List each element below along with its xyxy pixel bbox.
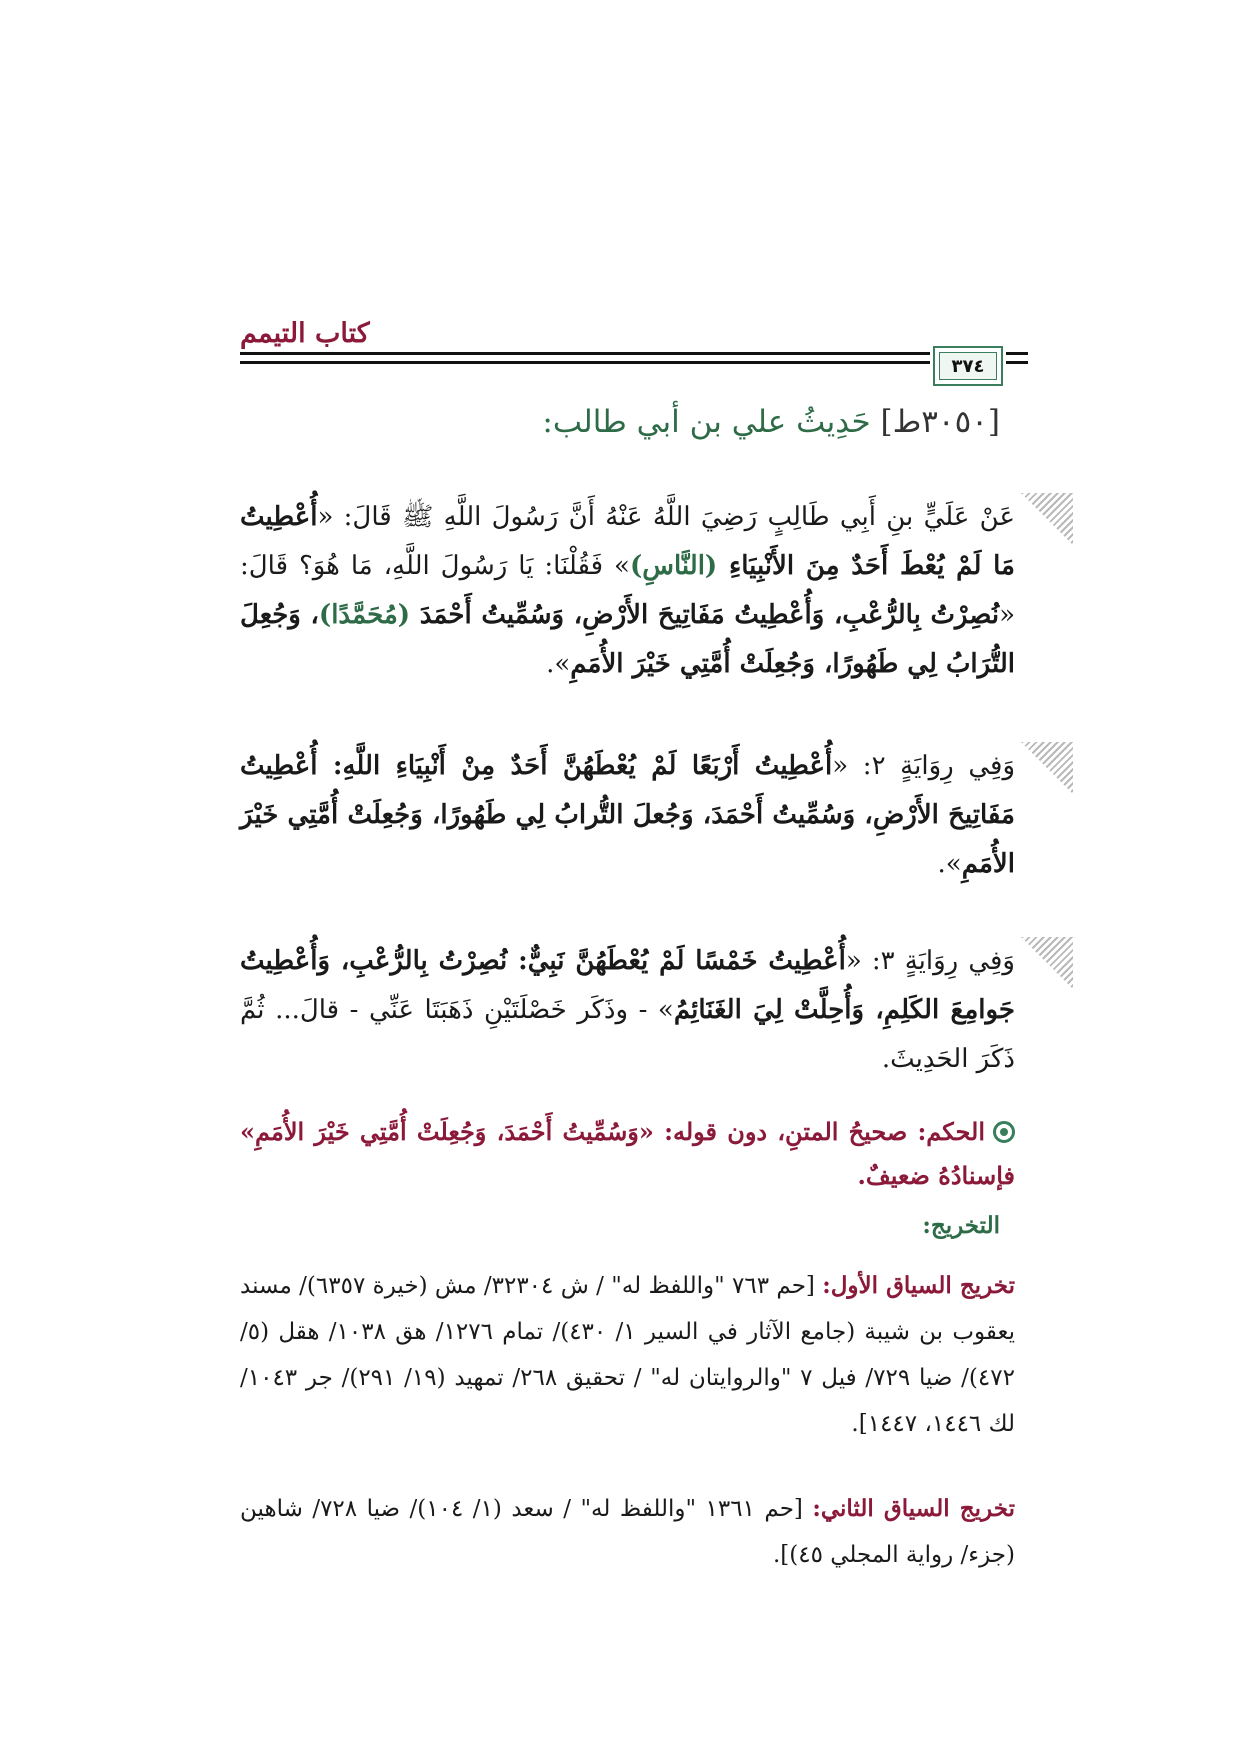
narration-2-quote: أُعْطِيتُ أَرْبَعًا لَمْ يُعْطَهُنَّ أَحَدٌ مِنْ أَنْبِيَاءِ اللَّهِ: أُعْطِيتُ مَفَاتِيحَ الأَرْضِ، وَسُمِّيتُ أَحْمَدَ، وَجُعلَ التُّرابُ لِي طَهُورًا، وَجُعِلَتْ أُمَّتِي خَيْرَ الأُمَمِ [240, 751, 1015, 879]
hadith-title: حَدِيثُ علي بن أبي طالب: [542, 404, 871, 440]
ruling-text: صحيحُ المتنِ، دون قوله: «وَسُمِّيتُ أَحْمَدَ، وَجُعِلَتْ أُمَّتِي خَيْرَ الأُمَمِ» [240, 1117, 918, 1146]
narration-3-intro: وَفِي رِوَايَةٍ ٣: « [845, 946, 1015, 976]
narration-1-quote-c: ، وَجُعِلَ التُّرَابُ لِي طَهُورًا، وَجُعِلَتْ أُمَّتِي خَيْرَ الأُمَمِ [240, 600, 1015, 679]
hadith-heading [542, 404, 1000, 440]
narration-3 [240, 937, 1015, 1084]
ruling-ornament-icon [993, 1121, 1015, 1143]
takhrij-2-text: [حم ١٣٦١ "واللفظ له" / سعد (١/ ١٠٤)/ ضيا ٧٢٨/ شاهين (جزء/ رواية المجلي ٤٥)]. [240, 1496, 1015, 1568]
narration-1-end: ». [546, 649, 571, 679]
corner-ornament [1021, 937, 1073, 989]
narration-1-variant-a: (النَّاسِ) [629, 551, 729, 581]
narration-3-end: » - وذَكَر خَصْلَتَيْنِ ذَهَبَتَا عَنِّي - قالَ... ثُمَّ ذَكَرَ الحَدِيثَ. [240, 995, 1015, 1074]
narration-1-variant-b: (مُحَمَّدًا) [318, 600, 420, 630]
page-number-box [933, 346, 1003, 386]
running-header-book-title: كتاب التيمم [240, 318, 370, 349]
takhrij-heading: التخريج: [922, 1212, 1000, 1239]
narration-1-bridge: » فَقُلْنَا: يَا رَسُولَ اللَّهِ، مَا هُوَ؟ قَالَ: « [240, 551, 1015, 630]
narration-2-end: ». [937, 849, 962, 879]
corner-ornament [1021, 493, 1073, 545]
takhrij-2 [240, 1486, 1015, 1578]
header-rule-top [240, 352, 930, 355]
takhrij-1-text: [حم ٧٦٣ "واللفظ له" / ش ٣٢٣٠٤/ مش (خيرة ٦٣٥٧)/ مسند يعقوب بن شيبة (جامع الآثار في السير ١/ ٤٣٠)/ تمام ١٢٧٦/ هق ١٠٣٨/ هقل (٥/ ٤٧٢)/ ضيا ٧٢٩/ فيل ٧ "والروايتان له" / تحقيق ٢٦٨/ تمهيد (١٩/ ٢٩١)/ جر ١٠٤٣/ لك ١٤٤٦، ١٤٤٧]. [240, 1273, 1016, 1437]
corner-ornament [1021, 742, 1073, 794]
narration-1 [240, 493, 1015, 689]
narration-1-quote-a: أُعْطِيتُ مَا لَمْ يُعْطَ أَحَدٌ مِنَ الأَنْبِيَاءِ [240, 502, 1015, 581]
takhrij-1-label: تخريج السياق الأول: [822, 1272, 1016, 1299]
narration-1-intro: عَنْ عَلَيٍّ بنِ أَبِي طَالِبٍ رَضِيَ اللَّهُ عَنْهُ أَنَّ رَسُولَ اللَّهِ ﷺ قَالَ: « [317, 502, 1015, 532]
takhrij-1 [240, 1263, 1015, 1447]
header-rule-bottom [240, 361, 930, 364]
ruling-label: الحكم: [917, 1117, 985, 1146]
ruling [240, 1110, 1015, 1198]
ruling-tail: فإسنادُهُ ضعيفٌ. [857, 1161, 1015, 1190]
narration-2 [240, 742, 1015, 889]
header-rule-right-bottom [1006, 361, 1028, 364]
narration-2-intro: وَفِي رِوَايَةٍ ٢: « [832, 751, 1015, 781]
takhrij-2-label: تخريج السياق الثاني: [812, 1495, 1015, 1522]
hadith-number: [٣٠٥٠ط] [880, 404, 1000, 440]
narration-1-quote-b: نُصِرْتُ بِالرُّعْبِ، وَأُعْطِيتُ مَفَاتِيحَ الأَرْضِ، وَسُمِّيتُ أَحْمَدَ [419, 600, 1000, 630]
page-number: ٣٧٤ [939, 352, 997, 380]
narration-3-quote: أُعْطِيتُ خَمْسًا لَمْ يُعْطَهُنَّ نَبِيٌّ: نُصِرْتُ بِالرُّعْبِ، وَأُعْطِيتُ جَوامِعَ الكَلِمِ، وَأُحِلَّتْ لِيَ الغَنَائِمُ [240, 946, 1015, 1025]
header-rule-right-top [1006, 352, 1028, 355]
